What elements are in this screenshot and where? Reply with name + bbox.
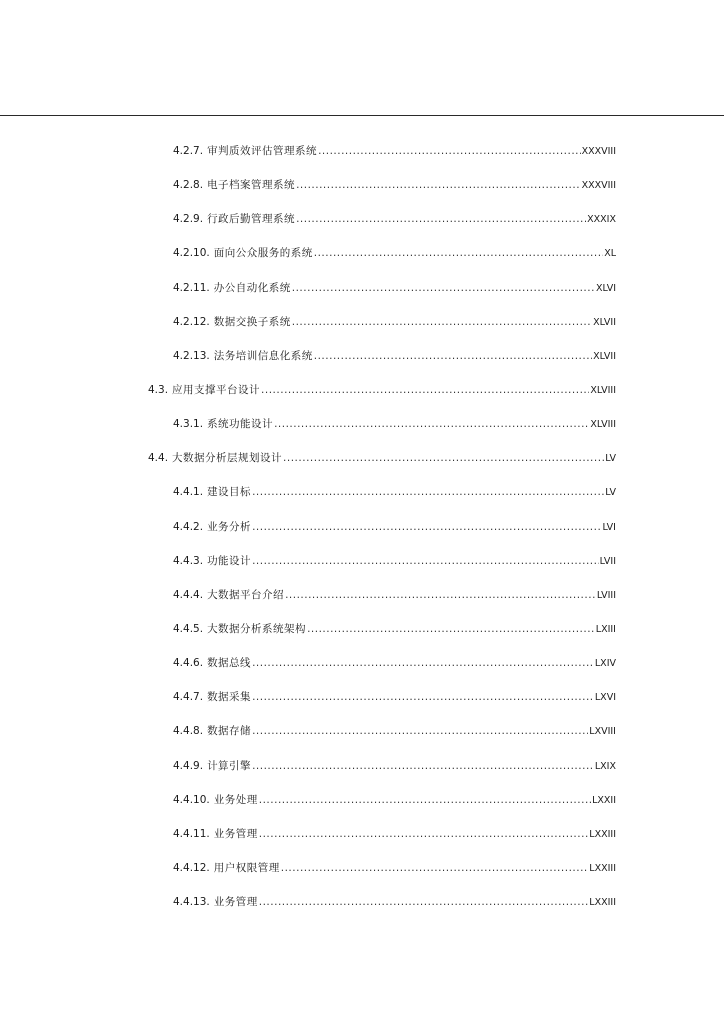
- toc-entry-number: 4.4.11.: [173, 828, 210, 840]
- toc-entry-number: 4.4.3.: [173, 555, 204, 567]
- toc-entry-number: 4.4.5.: [173, 623, 204, 635]
- toc-entry-page: LV: [605, 453, 616, 464]
- toc-entry[interactable]: [173, 208, 616, 230]
- toc-entry-number: 4.3.1.: [173, 418, 204, 430]
- toc-entry-number: 4.4.2.: [173, 521, 204, 533]
- toc-entry[interactable]: [173, 140, 616, 162]
- toc-entry-number: 4.2.8.: [173, 179, 204, 191]
- toc-entry[interactable]: [148, 379, 616, 401]
- toc-entry[interactable]: [173, 242, 616, 264]
- toc-entry-number: 4.4.10.: [173, 794, 210, 806]
- toc-entry-number: 4.4.13.: [173, 896, 210, 908]
- toc-entry-number: 4.3.: [148, 384, 169, 396]
- toc-entry-title: 用户权限管理: [213, 862, 280, 874]
- toc-dot-leader: [252, 481, 604, 503]
- toc-entry-title: 业务管理: [213, 828, 258, 840]
- toc-entry-page: LXIII: [595, 624, 616, 635]
- toc-entry[interactable]: [173, 481, 616, 503]
- toc-entry-title: 行政后勤管理系统: [207, 213, 296, 225]
- toc-entry-number: 4.2.12.: [173, 316, 210, 328]
- toc-entry-page: XLVII: [593, 351, 616, 362]
- toc-entry-page: LVII: [599, 556, 616, 567]
- toc-dot-leader: [314, 345, 592, 367]
- toc-dot-leader: [259, 789, 591, 811]
- toc-entry[interactable]: [173, 311, 616, 333]
- toc-entry-page: LXVI: [594, 692, 616, 703]
- toc-entry-page: LVIII: [596, 590, 616, 601]
- toc-dot-leader: [314, 242, 603, 264]
- toc-entry-number: 4.2.10.: [173, 247, 210, 259]
- toc-entry-page: XLVII: [593, 317, 616, 328]
- toc-entry[interactable]: [173, 174, 616, 196]
- toc-entry-title: 系统功能设计: [207, 418, 274, 430]
- toc-entry-title: 数据交换子系统: [213, 316, 291, 328]
- toc-entry-number: 4.4.: [148, 452, 169, 464]
- toc-entry-page: XXXVIII: [581, 180, 616, 191]
- toc-entry-title: 数据总线: [207, 657, 252, 669]
- toc-entry[interactable]: [173, 755, 616, 777]
- toc-entry-title: 审判质效评估管理系统: [207, 145, 318, 157]
- toc-dot-leader: [285, 584, 596, 606]
- toc-entry[interactable]: [173, 857, 616, 879]
- header-rule: [0, 115, 724, 116]
- toc-entry-page: XXXIX: [587, 214, 616, 225]
- toc-entry[interactable]: [173, 345, 616, 367]
- toc-entry-number: 4.4.12.: [173, 862, 210, 874]
- toc-entry[interactable]: [173, 413, 616, 435]
- toc-entry[interactable]: [173, 891, 616, 913]
- toc-entry-page: LVI: [602, 522, 616, 533]
- toc-entry-page: XLVI: [595, 283, 616, 294]
- toc-entry[interactable]: [173, 584, 616, 606]
- toc-entry-title: 建设目标: [207, 486, 252, 498]
- toc-entry[interactable]: [173, 550, 616, 572]
- toc-entry-number: 4.4.9.: [173, 760, 204, 772]
- toc-dot-leader: [292, 277, 595, 299]
- toc-entry-title: 法务培训信息化系统: [213, 350, 313, 362]
- toc-entry-title: 大数据分析系统架构: [207, 623, 307, 635]
- toc-dot-leader: [283, 447, 604, 469]
- toc-entry-number: 4.4.7.: [173, 691, 204, 703]
- toc-dot-leader: [252, 516, 601, 538]
- toc-dot-leader: [274, 413, 589, 435]
- toc-entry[interactable]: [173, 652, 616, 674]
- toc-entry-page: LXXII: [592, 795, 616, 806]
- toc-entry-title: 面向公众服务的系统: [213, 247, 313, 259]
- toc-entry-page: LXXIII: [589, 863, 616, 874]
- toc-entry-number: 4.2.13.: [173, 350, 210, 362]
- toc-entry-page: XLVIII: [590, 385, 616, 396]
- toc-entry[interactable]: [173, 789, 616, 811]
- toc-entry-page: XL: [604, 248, 616, 259]
- toc-entry-title: 电子档案管理系统: [207, 179, 296, 191]
- toc-entry-page: LV: [605, 487, 616, 498]
- toc-entry-title: 办公自动化系统: [213, 282, 291, 294]
- toc-entry-title: 数据采集: [207, 691, 252, 703]
- toc-entry[interactable]: [173, 516, 616, 538]
- toc-entry-number: 4.2.11.: [173, 282, 210, 294]
- toc-entry-page: XXXVIII: [581, 146, 616, 157]
- toc-entry-number: 4.4.6.: [173, 657, 204, 669]
- toc-entry[interactable]: [173, 823, 616, 845]
- toc-dot-leader: [296, 208, 586, 230]
- toc-entry-number: 4.4.1.: [173, 486, 204, 498]
- toc-entry-number: 4.2.7.: [173, 145, 204, 157]
- toc-entry-page: LXXIII: [589, 829, 616, 840]
- toc-dot-leader: [292, 311, 592, 333]
- toc-entry[interactable]: [173, 686, 616, 708]
- toc-dot-leader: [307, 618, 595, 640]
- toc-entry-page: LXVIII: [589, 726, 616, 737]
- toc-entry-title: 业务分析: [207, 521, 252, 533]
- toc-entry[interactable]: [173, 277, 616, 299]
- toc-entry-title: 数据存储: [207, 725, 252, 737]
- toc-dot-leader: [252, 652, 594, 674]
- toc-entry-title: 计算引擎: [207, 760, 252, 772]
- toc-entry-page: XLVIII: [590, 419, 616, 430]
- toc-entry-title: 业务处理: [213, 794, 258, 806]
- toc-dot-leader: [252, 720, 588, 742]
- toc-entry-number: 4.2.9.: [173, 213, 204, 225]
- toc-entry-title: 大数据平台介绍: [207, 589, 285, 601]
- toc-entry-title: 大数据分析层规划设计: [172, 452, 283, 464]
- toc-dot-leader: [259, 891, 589, 913]
- toc-dot-leader: [261, 379, 589, 401]
- toc-entry-number: 4.4.4.: [173, 589, 204, 601]
- toc-dot-leader: [252, 755, 594, 777]
- toc-entry-page: LXXIII: [589, 897, 616, 908]
- toc-entry-page: LXIV: [594, 658, 616, 669]
- toc-dot-leader: [252, 550, 599, 572]
- toc-entry-title: 应用支撑平台设计: [172, 384, 261, 396]
- toc-entry[interactable]: [148, 447, 616, 469]
- toc-entry-title: 功能设计: [207, 555, 252, 567]
- toc-entry[interactable]: [173, 618, 616, 640]
- toc-entry[interactable]: [173, 720, 616, 742]
- toc-dot-leader: [281, 857, 589, 879]
- toc-dot-leader: [318, 140, 581, 162]
- toc-dot-leader: [296, 174, 581, 196]
- toc-entry-number: 4.4.8.: [173, 725, 204, 737]
- toc-dot-leader: [259, 823, 589, 845]
- toc-entry-title: 业务管理: [213, 896, 258, 908]
- toc-dot-leader: [252, 686, 594, 708]
- toc-entry-page: LXIX: [594, 761, 616, 772]
